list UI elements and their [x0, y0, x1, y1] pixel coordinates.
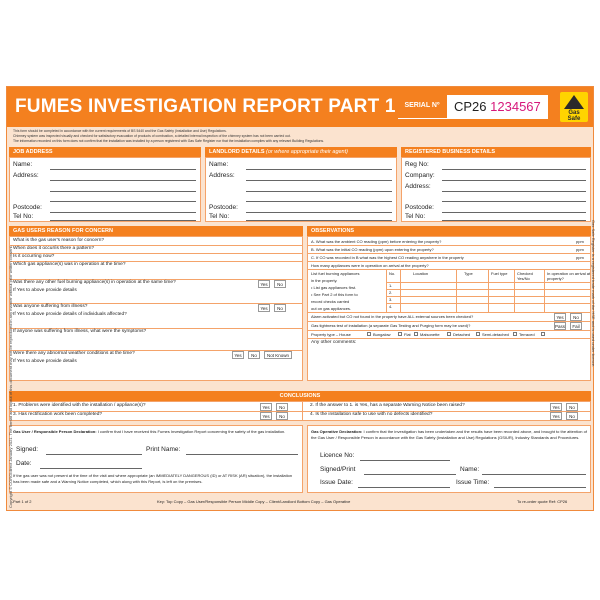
serial-prefix: CP26: [454, 99, 487, 114]
maisonette-tickbox[interactable]: [447, 332, 451, 336]
opt-flat: Flat: [404, 332, 411, 337]
c3-yes-checkbox[interactable]: Yes: [260, 412, 272, 420]
business-address-field-1[interactable]: [442, 191, 586, 192]
obs-tightness: Gas tightness test of installation (a separate Gas Testing and Purging form may be used)?: [311, 323, 471, 328]
landlord-panel: [205, 157, 397, 222]
conclusion-2: 2. If the answer to 1. is Yes, has a separate Warning Notice been raised?: [310, 403, 465, 408]
business-panel: [401, 157, 591, 222]
q8-no-checkbox[interactable]: No: [248, 351, 260, 359]
divider: [514, 269, 515, 312]
house-tickbox[interactable]: [367, 332, 371, 336]
c2-yes-checkbox[interactable]: Yes: [550, 403, 562, 411]
list-intro-1: List fuel burning appliances: [311, 271, 360, 276]
landlord-address-field-3[interactable]: [246, 201, 392, 202]
gas-safe-logo-text: Gas Safe: [567, 110, 581, 122]
obs-c: C. If CO was recorded in B what was the highest CO reading anywhere in the property: [311, 255, 464, 260]
q5-yes-checkbox[interactable]: Yes: [258, 280, 270, 288]
job-postcode-label: Postcode:: [13, 204, 42, 211]
obs-a: A. What was the ambient CO reading (ppm) before entering the property?: [311, 239, 442, 244]
job-address-heading: JOB ADDRESS: [9, 147, 201, 157]
operative-declaration-panel: [307, 425, 591, 493]
form-sheet: [6, 86, 594, 511]
business-reg-field[interactable]: [442, 169, 586, 170]
opt-detached: Detached: [453, 332, 471, 337]
conclusion-1: 1. Problems were identified with the installation / appliance(s)?: [13, 403, 146, 408]
landlord-address-label: Address:: [209, 172, 235, 179]
q8-yes-checkbox[interactable]: Yes: [232, 351, 244, 359]
conclusion-3: 3. Has rectification work been completed?: [13, 412, 103, 417]
list-intro-5: record checks carried: [311, 299, 350, 304]
landlord-tel-field[interactable]: [246, 220, 392, 221]
obs-how-many: How many appliances were in operation on arrival at the property?: [311, 263, 429, 268]
user-print-label: Print Name:: [146, 446, 181, 453]
col-location: Location: [413, 271, 429, 276]
operative-name-field[interactable]: [482, 474, 586, 475]
job-name-label: Name:: [13, 161, 33, 168]
serial-number: [454, 99, 541, 114]
opt-bungalow: Bungalow: [373, 332, 391, 337]
landlord-name-label: Name:: [209, 161, 229, 168]
business-tel-label: Tel No:: [405, 213, 426, 220]
divider: [308, 269, 590, 270]
landlord-address-field-1[interactable]: [246, 180, 392, 181]
operative-declaration-title: Gas Operative Declaration:: [311, 429, 363, 434]
divider: [308, 330, 590, 331]
landlord-postcode-field[interactable]: [246, 212, 392, 213]
row-2-no: 2.: [389, 290, 393, 295]
user-date-label: Date:: [16, 460, 32, 467]
licence-field[interactable]: [360, 460, 450, 461]
tightness-pass-checkbox[interactable]: Pass: [555, 324, 566, 329]
col-fuel-type: Fuel type: [491, 271, 508, 276]
concern-q6-details: If Yes to above provide details of individuals affected?: [13, 312, 127, 317]
landlord-heading-note: (or where appropriate their agent): [266, 149, 348, 155]
issue-time-field[interactable]: [494, 487, 586, 488]
business-address-label: Address:: [405, 183, 431, 190]
landlord-postcode-label: Postcode:: [209, 204, 238, 211]
user-declaration-body: I confirm that I have received this Fumes Investigation Report concerning the safety of the gas installation.: [97, 429, 286, 434]
alarm-yes-checkbox[interactable]: Yes: [554, 313, 566, 321]
concern-q1: What is the gas user's reason for concern?: [13, 238, 105, 243]
landlord-address-field-2[interactable]: [246, 191, 392, 192]
concern-q4: Which gas appliance(s) was in operation at the time?: [13, 262, 126, 267]
obs-other-comments: Any other comments:: [311, 340, 357, 345]
obs-a-unit: ppm: [576, 239, 584, 244]
divider: [386, 269, 387, 312]
gas-safe-triangle-icon: [564, 95, 584, 109]
obs-c-unit: ppm: [576, 255, 584, 260]
concern-q3: Is it occurring now?: [13, 254, 55, 259]
divider: [308, 253, 590, 254]
tightness-fail-checkbox[interactable]: Fail: [570, 322, 582, 330]
divider: [386, 296, 590, 297]
col-type: Type: [464, 271, 473, 276]
divider: [302, 402, 303, 420]
concern-q6: Was anyone suffering from illness?: [13, 304, 88, 309]
opt-maisonette: Maisonette: [420, 332, 440, 337]
c4-no-checkbox[interactable]: No: [566, 412, 578, 420]
serial-label: SERIAL Nº: [397, 94, 447, 118]
user-declaration-text: [13, 429, 299, 435]
row-1-no: 1.: [389, 283, 393, 288]
user-signed-field[interactable]: [46, 454, 142, 455]
row-4-no: 4.: [389, 304, 393, 309]
issue-date-field[interactable]: [358, 487, 450, 488]
job-address-field-2[interactable]: [50, 191, 196, 192]
list-intro-4: • See Part 2 of this form to: [311, 292, 358, 297]
list-intro-3: • List gas appliances first.: [311, 285, 357, 290]
divider: [308, 261, 590, 262]
obs-alarm: Alarm activated but CO not found in the property have ALL external sources been checked?: [311, 314, 474, 319]
intro-line-2: Chimney system was inspected visually and checked for satisfactory evacuation of products of combustion, a detailed internal inspection of the chimney system has not been carried out.: [13, 134, 291, 138]
landlord-heading: [205, 147, 397, 157]
concern-q5-details: If Yes to above provide details: [13, 288, 77, 293]
c3-no-checkbox[interactable]: No: [276, 412, 288, 420]
job-address-panel: [9, 157, 201, 222]
issue-time-label: Issue Time:: [456, 479, 490, 486]
issue-date-label: Issue Date:: [320, 479, 353, 486]
reorder-ref: To re-order quote Ref: CP26: [517, 499, 568, 504]
conclusions-panel: [9, 401, 591, 421]
form-title: FUMES INVESTIGATION REPORT PART 1: [15, 96, 396, 117]
q8-not-known-checkbox[interactable]: Not Known: [264, 351, 292, 359]
user-print-field[interactable]: [186, 454, 298, 455]
divider: [308, 312, 590, 313]
serial-digits: 1234567: [490, 99, 541, 114]
divider: [308, 321, 590, 322]
semi-detached-tickbox[interactable]: [513, 332, 517, 336]
divider: [386, 289, 590, 290]
user-declaration-title: Gas User / Responsible Person Declaration:: [13, 429, 97, 434]
business-reg-label: Reg No:: [405, 161, 429, 168]
operative-declaration-body: I confirm that the investigation has been undertaken and the results have been recorded above, and brought to the attention of the Gas User / Responsible Person in accordance with the Gas Safety (Installation and Use) Regulations (GSIUR), Industry Standards and Procedures.: [311, 429, 587, 440]
observations-panel: [307, 236, 591, 381]
job-address-label: Address:: [13, 172, 39, 179]
landlord-heading-text: LANDLORD DETAILS: [209, 149, 265, 155]
header-bar: [7, 87, 593, 127]
bungalow-tickbox[interactable]: [398, 332, 402, 336]
user-declaration-panel: [9, 425, 303, 493]
landlord-tel-label: Tel No:: [209, 213, 230, 220]
operative-name-label: Name:: [460, 466, 480, 473]
business-heading: REGISTERED BUSINESS DETAILS: [401, 147, 591, 157]
job-tel-field[interactable]: [50, 220, 196, 221]
terraced-tickbox[interactable]: [541, 332, 545, 336]
obs-b-unit: ppm: [576, 247, 584, 252]
c4-yes-checkbox[interactable]: Yes: [550, 412, 562, 420]
user-date-field[interactable]: [40, 468, 142, 469]
operative-signed-label: Signed/Print: [320, 466, 356, 473]
operative-signed-field[interactable]: [364, 474, 456, 475]
col-checked: Checked Yes/No: [517, 271, 533, 281]
job-address-field-3[interactable]: [50, 201, 196, 202]
business-tel-field[interactable]: [442, 220, 586, 221]
concern-q7: If anyone was suffering from illness, what were the symptoms?: [13, 329, 147, 334]
divider: [308, 338, 590, 339]
job-name-field[interactable]: [50, 169, 196, 170]
business-company-field[interactable]: [442, 180, 586, 181]
concern-heading: GAS USERS REASON FOR CONCERN: [9, 226, 303, 236]
obs-b: B. What was the initial CO reading (ppm) upon entering the property?: [311, 247, 434, 252]
row-3-no: 3.: [389, 297, 393, 302]
list-intro-6: out on gas appliances.: [311, 306, 352, 311]
intro-line-1: This form should be completed in accordance with the current requirements of BS 5440 and the Gas Safety (Installation and Use) Regulations.: [13, 129, 227, 133]
col-in-operation: In operation on arrival at property?: [547, 271, 591, 281]
user-note: If the gas user was not present at the time of the visit and where appropriate (an IMMEDIATELY DANGEROUS (ID) or AT RISK (AR) situation), the installation has been made safe and a Warning Notice completed, which along with this Report, is left on the premises.: [13, 473, 293, 484]
copyright-side-text: Copyright © CORGIdirect January 2021. The format and layout of this document may not be reproduced in any manner without prior written consent.: [8, 245, 13, 508]
flat-tickbox[interactable]: [414, 332, 418, 336]
concern-q5: Was there any other fuel burning appliance(s) in operation at the same time?: [13, 280, 176, 285]
detached-tickbox[interactable]: [476, 332, 480, 336]
q5-no-checkbox[interactable]: No: [274, 280, 286, 288]
serial-number-box: [397, 94, 549, 120]
operative-declaration-text: [311, 429, 589, 440]
divider: [488, 269, 489, 312]
job-tel-label: Tel No:: [13, 213, 34, 220]
divider: [456, 269, 457, 312]
divider: [386, 303, 590, 304]
user-signed-label: Signed:: [16, 446, 39, 453]
c1-no-checkbox[interactable]: No: [276, 403, 288, 411]
job-address-field-1[interactable]: [50, 180, 196, 181]
divider: [544, 269, 545, 312]
concern-q8-details: If Yes to above provide details: [13, 359, 77, 364]
c1-yes-checkbox[interactable]: Yes: [260, 403, 272, 411]
trademark-side-text: Gas Safe Register is a registered trade mark of the HSE and is used under licence.: [591, 220, 596, 368]
licence-label: Licence No:: [320, 452, 355, 459]
concern-q2: When does it occur/is there a pattern?: [13, 246, 95, 251]
opt-terraced: Terraced: [519, 332, 535, 337]
intro-line-3: The information recorded on this form does not confirm that the installation was installed by a person registered with Gas Safe Register nor that the installation complies with any relevant Building Regulations.: [13, 139, 324, 143]
q6-no-checkbox[interactable]: No: [274, 304, 286, 312]
divider: [386, 282, 590, 283]
business-postcode-label: Postcode:: [405, 204, 434, 211]
observations-heading: OBSERVATIONS: [307, 226, 591, 236]
concern-panel: [9, 236, 303, 381]
conclusion-4: 4. Is the installation safe to use with no defects identified?: [310, 412, 433, 417]
landlord-name-field[interactable]: [246, 169, 392, 170]
business-address-field-2[interactable]: [442, 201, 586, 202]
copy-key: Key: Top Copy – Gas User/Responsible Person Middle Copy – Client/Landlord Bottom Copy – Gas Operative: [157, 499, 351, 504]
c2-no-checkbox[interactable]: No: [566, 403, 578, 411]
business-postcode-field[interactable]: [442, 212, 586, 213]
divider: [400, 269, 401, 312]
col-no: No.: [389, 271, 396, 276]
business-company-label: Company:: [405, 172, 435, 179]
divider: [308, 245, 590, 246]
alarm-no-checkbox[interactable]: No: [570, 313, 582, 321]
obs-property-type: Property type – House: [311, 332, 351, 337]
list-intro-2: in the property.: [311, 278, 338, 283]
conclusions-heading: CONCLUSIONS: [9, 391, 591, 401]
page-indicator: Part 1 of 2: [13, 499, 32, 504]
gas-safe-logo: [560, 92, 588, 122]
q6-yes-checkbox[interactable]: Yes: [258, 304, 270, 312]
concern-q8: Were there any abnormal weather conditions at the time?: [13, 351, 135, 356]
opt-semi-detached: Semi-detached: [482, 332, 509, 337]
job-postcode-field[interactable]: [50, 212, 196, 213]
